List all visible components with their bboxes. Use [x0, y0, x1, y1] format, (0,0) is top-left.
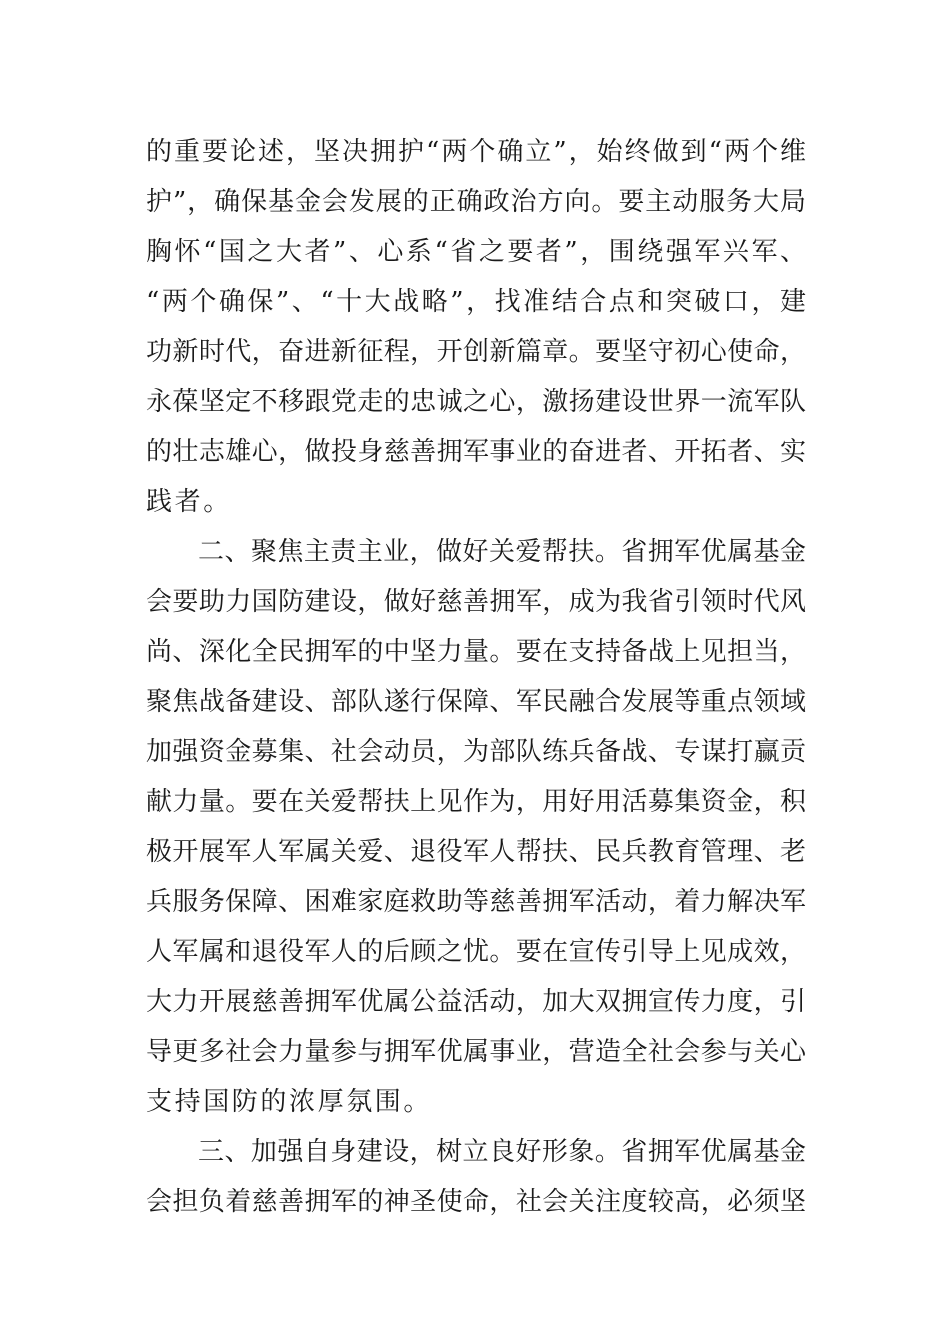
text-line: 献力量。要在关爱帮扶上见作为，用好用活募集资金，积 [146, 787, 806, 817]
text-line: “两个确保”、“十大战略”，找准结合点和突破口，建 [146, 287, 806, 317]
text-line: 践者。 [146, 487, 232, 517]
text-line: 聚焦战备建设、部队遂行保障、军民融合发展等重点领域 [146, 687, 806, 717]
text-line: 永葆坚定不移跟党走的忠诚之心，激扬建设世界一流军队 [146, 387, 806, 417]
text-line: 人军属和退役军人的后顾之忧。要在宣传引导上见成效， [146, 937, 806, 967]
text-line: 的壮志雄心，做投身慈善拥军事业的奋进者、开拓者、实 [146, 437, 806, 467]
paragraph-first-line: 三、加强自身建设，树立良好形象。省拥军优属基金 [198, 1137, 806, 1167]
text-line: 的重要论述，坚决拥护“两个确立”，始终做到“两个维 [146, 137, 806, 167]
text-line: 功新时代，奋进新征程，开创新篇章。要坚守初心使命， [146, 337, 806, 367]
paragraph-first-line: 二、聚焦主责主业，做好关爱帮扶。省拥军优属基金 [198, 537, 806, 567]
text-line: 导更多社会力量参与拥军优属事业，营造全社会参与关心 [146, 1037, 806, 1067]
text-line: 支持国防的浓厚氛围。 [146, 1087, 433, 1117]
text-line: 加强资金募集、社会动员，为部队练兵备战、专谋打赢贡 [146, 737, 806, 767]
text-line: 胸怀“国之大者”、心系“省之要者”，围绕强军兴军、 [146, 237, 806, 267]
text-line: 尚、深化全民拥军的中坚力量。要在支持备战上见担当， [146, 637, 806, 667]
text-line: 极开展军人军属关爱、退役军人帮扶、民兵教育管理、老 [146, 837, 806, 867]
text-line: 大力开展慈善拥军优属公益活动，加大双拥宣传力度，引 [146, 987, 806, 1017]
text-line: 护”，确保基金会发展的正确政治方向。要主动服务大局 [146, 187, 806, 217]
text-line: 会要助力国防建设，做好慈善拥军，成为我省引领时代风 [146, 587, 806, 617]
text-line: 兵服务保障、困难家庭救助等慈善拥军活动，着力解决军 [146, 887, 806, 917]
text-line: 会担负着慈善拥军的神圣使命，社会关注度较高，必须坚 [146, 1187, 806, 1217]
